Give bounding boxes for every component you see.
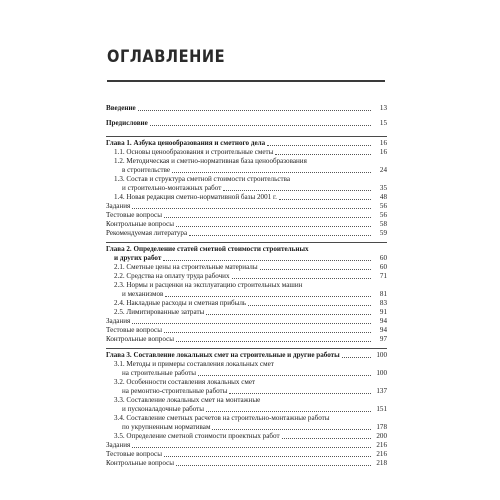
toc-entry-title: Тестовые вопросы: [106, 326, 162, 334]
toc-entry-title: 1.4. Новая редакция сметно-нормативной базы 2001 г.: [114, 193, 277, 201]
toc-page-number: 58: [379, 220, 387, 228]
toc-tasks-2[interactable]: [106, 317, 387, 326]
toc-section-3-3[interactable]: [106, 396, 387, 414]
toc-page-number: 151: [376, 405, 387, 413]
toc-section-1-3[interactable]: [106, 175, 387, 193]
table-of-contents: [106, 104, 387, 468]
toc-entry-title-line2: и пусконаладочные работы: [122, 405, 205, 413]
dot-leader: [176, 341, 371, 342]
dot-leader: [232, 278, 371, 279]
dot-leader: [206, 411, 371, 412]
toc-entry-title-line2: на строительные работы: [122, 369, 197, 377]
toc-section-3-5[interactable]: [106, 432, 387, 441]
toc-entry-title: Рекомендуемая литература: [106, 229, 188, 237]
toc-entry-title: Введение: [106, 104, 136, 112]
toc-page-number: 56: [379, 211, 387, 219]
toc-entry-title: 2.1. Сметные цены на строительные материалы: [114, 263, 258, 271]
toc-entry-title-line1: 3.1. Методы и примеры составления локальных смет: [114, 360, 274, 368]
toc-page-number: 24: [379, 166, 387, 174]
toc-page-number: 97: [379, 335, 387, 343]
toc-entry-title-line2: на ремонтно-строительные работы: [122, 387, 228, 395]
toc-entry-title-line2: по укрупненным нормативам: [122, 423, 211, 431]
toc-tasks-3[interactable]: [106, 441, 387, 450]
toc-entry-title-line2: в строительстве: [122, 166, 171, 174]
toc-entry-title-line1: 3.2. Особенности составления локальных смет: [114, 378, 256, 386]
toc-page-number: 60: [379, 254, 387, 262]
dot-leader: [164, 332, 371, 333]
dot-leader: [176, 465, 371, 466]
toc-entry-title: Тестовые вопросы: [106, 211, 162, 219]
toc-entry-title: Задания: [106, 441, 131, 449]
page-title: ОГЛАВЛЕНИЕ: [107, 47, 226, 67]
dot-leader: [138, 110, 371, 111]
dot-leader: [198, 375, 371, 376]
toc-section-2-1[interactable]: [106, 263, 387, 272]
toc-page-number: 48: [379, 193, 387, 201]
toc-page-number: 100: [376, 351, 387, 359]
toc-page-number: 83: [379, 299, 387, 307]
toc-control-2[interactable]: [106, 335, 387, 344]
dot-leader: [164, 456, 371, 457]
toc-entry-title-line1: 1.2. Методическая и сметно-нормативная база ценообразования: [114, 157, 307, 165]
toc-entry-title-line1: 3.3. Составление локальных смет на монтажные: [114, 396, 261, 404]
toc-section-2-5[interactable]: [106, 308, 387, 317]
dot-leader: [229, 393, 371, 394]
toc-control-3[interactable]: [106, 459, 387, 468]
toc-page-number: 56: [379, 202, 387, 210]
chapter-divider: [106, 242, 387, 243]
toc-section-1-2[interactable]: [106, 157, 387, 175]
dot-leader: [164, 217, 371, 218]
toc-chapter-3[interactable]: [106, 351, 387, 360]
toc-tasks-1[interactable]: [106, 202, 387, 211]
dot-leader: [275, 154, 371, 155]
toc-entry-title: 1.1. Основы ценообразования и строительные сметы: [114, 148, 274, 156]
toc-entry-intro[interactable]: [106, 104, 387, 113]
toc-entry-title: Контрольные вопросы: [106, 220, 174, 228]
toc-page-number: 71: [379, 272, 387, 280]
toc-page-number: 94: [379, 326, 387, 334]
toc-page-number: 216: [376, 441, 387, 449]
dot-leader: [206, 314, 371, 315]
toc-page-number: 59: [379, 229, 387, 237]
toc-page-number: 15: [379, 119, 387, 127]
toc-entry-title: Глава 1. Азбука ценообразования и сметного дела: [106, 139, 266, 147]
toc-page-number: 100: [376, 369, 387, 377]
toc-entry-title: Задания: [106, 202, 131, 210]
toc-entry-preface[interactable]: [106, 119, 387, 128]
toc-entry-title: 2.4. Накладные расходы и сметная прибыль: [114, 299, 247, 307]
dot-leader: [260, 269, 371, 270]
toc-section-2-3[interactable]: [106, 281, 387, 299]
toc-section-1-1[interactable]: [106, 148, 387, 157]
toc-page-number: 16: [379, 148, 387, 156]
toc-entry-title: Контрольные вопросы: [106, 335, 174, 343]
toc-chapter-2[interactable]: [106, 245, 387, 263]
chapter-divider: [106, 136, 387, 137]
chapter-divider: [106, 348, 387, 349]
dot-leader: [163, 260, 371, 261]
toc-tests-2[interactable]: [106, 326, 387, 335]
toc-entry-title-line2: и других работ: [114, 254, 162, 262]
toc-entry-title-line1: 1.3. Состав и структура сметной стоимости строительства: [114, 175, 290, 183]
toc-page-number: 81: [379, 290, 387, 298]
toc-entry-title: Глава 3. Составление локальных смет на строительные и другие работы: [106, 351, 340, 359]
dot-leader: [176, 226, 371, 227]
dot-leader: [267, 145, 371, 146]
toc-page-number: 178: [376, 423, 387, 431]
toc-page-number: 200: [376, 432, 387, 440]
toc-entry-title: 3.5. Определение сметной стоимости проектных работ: [114, 432, 280, 440]
dot-leader: [132, 447, 371, 448]
toc-tests-3[interactable]: [106, 450, 387, 459]
dot-leader: [132, 208, 371, 209]
toc-entry-title-line2: и строительно-монтажных работ: [122, 184, 222, 192]
dot-leader: [189, 235, 371, 236]
toc-page-number: 218: [376, 459, 387, 467]
toc-page-number: 13: [379, 104, 387, 112]
toc-section-3-4[interactable]: [106, 414, 387, 432]
toc-page-number: 16: [379, 139, 387, 147]
toc-page-number: 35: [379, 184, 387, 192]
dot-leader: [172, 172, 371, 173]
toc-entry-title-line1: 3.4. Составление сметных расчетов на строительно-монтажные работы: [114, 414, 330, 422]
toc-page-number: 94: [379, 317, 387, 325]
toc-entry-title-line2: и механизмов: [122, 290, 164, 298]
dot-leader: [150, 125, 371, 126]
dot-leader: [165, 296, 371, 297]
dot-leader: [282, 438, 371, 439]
toc-entry-title: Тестовые вопросы: [106, 450, 162, 458]
toc-entry-title-line1: 2.3. Нормы и расценки на эксплуатацию строительных машин: [114, 281, 303, 289]
dot-leader: [342, 357, 371, 358]
dot-leader: [223, 190, 371, 191]
title-rule: [107, 80, 385, 82]
toc-section-2-4[interactable]: [106, 299, 387, 308]
toc-section-3-2[interactable]: [106, 378, 387, 396]
toc-entry-title-line1: Глава 2. Определение статей сметной стоимости строительных: [106, 245, 309, 253]
dot-leader: [132, 323, 371, 324]
toc-entry-title: 2.2. Средства на оплату труда рабочих: [114, 272, 230, 280]
toc-page-number: 137: [376, 387, 387, 395]
toc-literature-1[interactable]: [106, 229, 387, 238]
toc-entry-title: 2.5. Лимитированные затраты: [114, 308, 205, 316]
toc-entry-title: Задания: [106, 317, 131, 325]
toc-section-1-4[interactable]: [106, 193, 387, 202]
toc-entry-title: Контрольные вопросы: [106, 459, 174, 467]
toc-entry-title: Предисловие: [106, 119, 148, 127]
toc-tests-1[interactable]: [106, 211, 387, 220]
toc-control-1[interactable]: [106, 220, 387, 229]
dot-leader: [248, 305, 371, 306]
toc-page-number: 216: [376, 450, 387, 458]
dot-leader: [212, 429, 371, 430]
toc-section-2-2[interactable]: [106, 272, 387, 281]
dot-leader: [279, 199, 371, 200]
toc-chapter-1[interactable]: [106, 139, 387, 148]
toc-page-number: 91: [379, 308, 387, 316]
toc-page-number: 60: [379, 263, 387, 271]
toc-section-3-1[interactable]: [106, 360, 387, 378]
